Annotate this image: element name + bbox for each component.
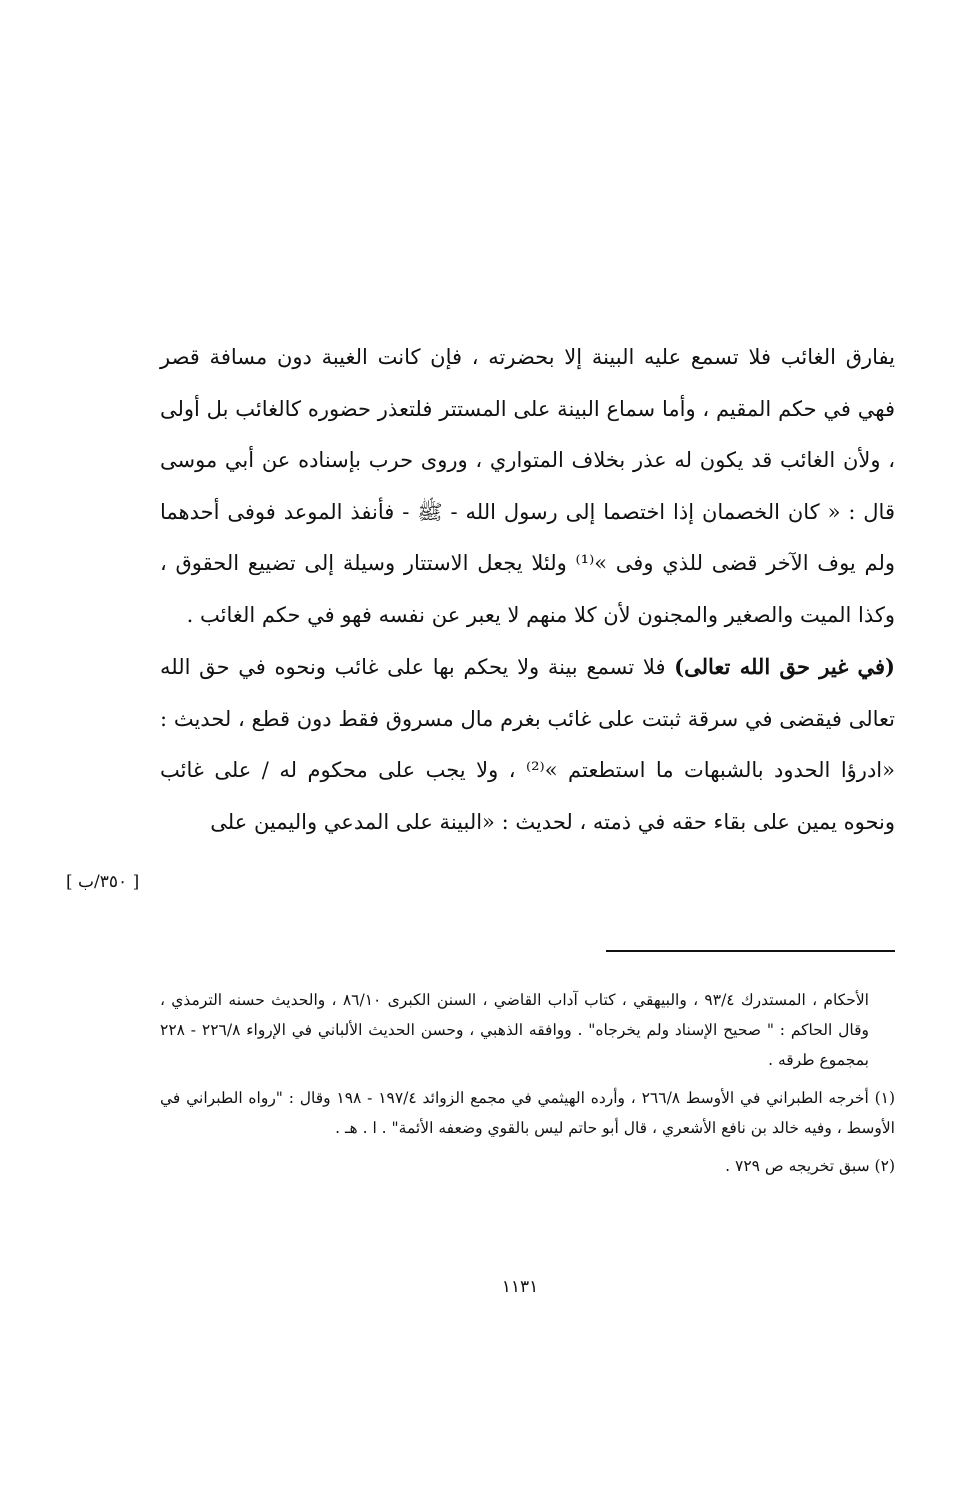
paragraph-2-body: فلا تسمع بينة ولا يحكم بها على غائب ونحوه في حق الله تعالى فيقضى في سرقة ثبتت على غائب بغرم مال مسروق فقط دون قطع ، لحديث : «ادرؤا الحدود بالشبهات ما استطعتم »⁽²⁾ ، ولا يجب على محكوم له / على غائب ونحوه يمين على بقاء حقه في ذمته ، لحديث : «البينة على المدعي واليمين على xyxy=(160,655,895,834)
main-text-block xyxy=(160,332,895,848)
marginal-folio-note: [ ٣٥٠/ب ] xyxy=(66,872,140,892)
footnote-2-text: سبق تخريجه ص ٧٢٩ . xyxy=(725,1157,870,1175)
footnote-divider xyxy=(606,950,895,952)
footnote-2 xyxy=(160,1151,895,1181)
page-number: ١١٣١ xyxy=(501,1277,539,1297)
footnotes-block xyxy=(160,985,895,1181)
footnote-2-marker: (٢) xyxy=(874,1157,895,1175)
footnote-1-text: أخرجه الطبراني في الأوسط ٢٦٦/٨ ، وأرده الهيثمي في مجمع الزوائد ١٩٧/٤ - ١٩٨ وقال : "رواه الطبراني في الأوسط ، وفيه خالد بن نافع الأشعري ، قال أبو حاتم ليس بالقوي وضعفه الأئمة" . ا . هـ . xyxy=(160,1089,895,1137)
footnote-continuation: الأحكام ، المستدرك ٩٣/٤ ، والبيهقي ، كتاب آداب القاضي ، السنن الكبرى ٨٦/١٠ ، والحديث حسنه الترمذي ، وقال الحاكم : " صحيح الإسناد ولم يخرجاه" . ووافقه الذهبي ، وحسن الحديث الألباني في الإرواء ٢٢٦/٨ - ٢٢٨ بمجموع طرقه . xyxy=(160,991,869,1069)
paragraph-2-heading: (في غير حق الله تعالى) xyxy=(674,654,895,679)
paragraph-1: يفارق الغائب فلا تسمع عليه البينة إلا بحضرته ، فإن كانت الغيبة دون مسافة قصر فهي في حكم المقيم ، وأما سماع البينة على المستتر فلتعذر حضوره كالغائب بل أولى ، ولأن الغائب قد يكون له عذر بخلاف المتواري ، وروى حرب بإسناده عن أبي موسى قال : « كان الخصمان إذا اختصما إلى رسول الله - ﷺ - فأنفذ الموعد فوفى أحدهما ولم يوف الآخر قضى للذي وفى »⁽¹⁾ ولئلا يجعل الاستتار وسيلة إلى تضييع الحقوق ، وكذا الميت والصغير والمجنون لأن كلا منهم لا يعبر عن نفسه فهو في حكم الغائب . xyxy=(160,345,895,627)
footnote-1 xyxy=(160,1083,895,1143)
paragraph-2 xyxy=(160,641,895,848)
footnote-1-marker: (١) xyxy=(874,1089,896,1107)
